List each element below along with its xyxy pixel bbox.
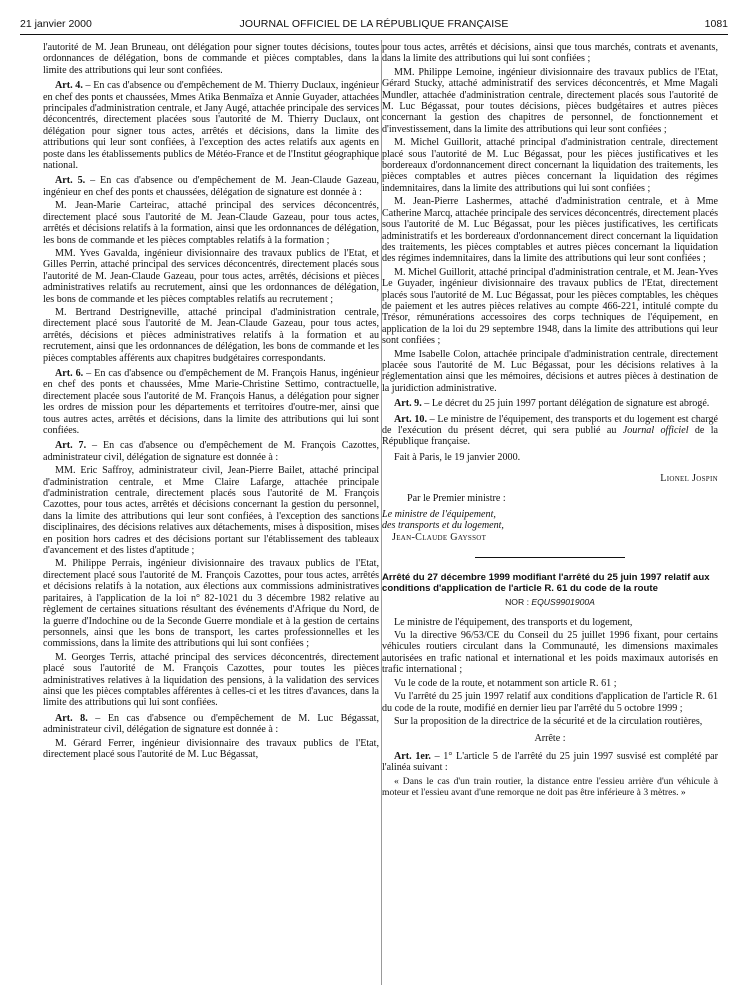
nor-reference: [382, 597, 718, 608]
signatory-name: Lionel Jospin: [660, 473, 718, 485]
header-rule: [20, 34, 728, 35]
minister-title-line2: des transports et du logement,: [382, 520, 504, 532]
article-1: [382, 751, 718, 774]
paragraph: M. Michel Guillorit, attaché principal d'administration centrale, et M. Jean-Yves Le Guyader, ingénieur divisionnaire des travaux publics de l'Etat, directement placés sous l'autorité de M. Luc Bégassat, pour les pièces comptables, les chèques de paiement et les autres pièces relatives au compte 466-221, intitulé compte du Trésor, rémunérations accessoires des corps techniques de l'équipement, en application de la loi du 29 septembre 1948, dans la limite des attributions qui leur sont confiées ;: [382, 266, 718, 347]
decree-title: Arrêté du 27 décembre 1999 modifiant l'arrêté du 25 juin 1997 relatif aux conditions d'application de l'article R. 61 du code de la route: [382, 572, 710, 595]
article-label: Art. 7.: [55, 440, 87, 452]
paragraph: M. Jean-Marie Carteirac, attaché principal des services déconcentrés, directement placé sous l'autorité de M. Jean-Claude Gazeau, pour tous actes, arrêtés et décisions relatifs à la formation, ainsi que les ordonnances de délégation, les bons de commande et les pièces comptables relatifs à la formation ;: [43, 200, 379, 246]
header-journal-title: JOURNAL OFFICIEL DE LA RÉPUBLIQUE FRANÇAISE: [239, 18, 509, 30]
article-9: [382, 398, 718, 409]
article-text: – En cas d'absence ou d'empêchement de M. François Hanus, ingénieur en chef des ponts et chaussées, Mme Marie-Christine Settimo, contractuelle, directement placée sous l'autorité de M. François Hanus, a délégation pour signer les ordres de mission pour les départements et territoires d'outre-mer, ainsi que tous autres actes, arrêtés et décisions, dans la limite des attributions qui lui sont confiées.: [43, 367, 379, 436]
arrete-heading: Arrête :: [534, 733, 566, 745]
paragraph: l'autorité de M. Jean Bruneau, ont délégation pour signer toutes décisions, toutes ordonnances de délégation, bons de commande et pièces comptables, dans la limite des attributions qui leur sont confiées.: [43, 42, 379, 76]
paragraph: M. Bertrand Destrigneville, attaché principal d'administration centrale, directement placé sous l'autorité de M. Jean-Claude Gazeau, pour tous actes, arrêtés, décisions et pièces administratives relatifs à la formation et au recrutement, ainsi que les ordonnances de délégation, les bons de commande et les pièces comptables afférents aux chapitres budgétaires correspondants.: [43, 306, 379, 364]
article-text: – Le décret du 25 juin 1997 portant délégation de signature est abrogé.: [421, 398, 710, 410]
paragraph: M. Philippe Perrais, ingénieur divisionnaire des travaux publics de l'Etat, directement placé sous l'autorité de M. François Cazottes, pour tous actes, arrêtés et décisions relatifs à la notation, aux élections aux commissions administratives paritaires, à l'application de la loi n° 82-1021 du 3 décembre 1982 relative au règlement de certaines situations résultant des événements d'Afrique du Nord, de la guerre d'Indochine ou de la Seconde Guerre mondiale et à la gestion de certains personnels, ainsi que les bons de transport, les cartes professionnelles et les commissions, dans la limite des attributions qui lui sont confiées ;: [43, 558, 379, 650]
journal-name: Journal officiel: [622, 425, 689, 436]
paragraph: M. Gérard Ferrer, ingénieur divisionnaire des travaux publics de l'Etat, directement placé sous l'autorité de M. Luc Bégassat,: [43, 737, 379, 760]
article-text: de la République française.: [382, 425, 719, 448]
paragraph: Vu l'arrêté du 25 juin 1997 relatif aux conditions d'application de l'article R. 61 du code de la route, modifié en dernier lieu par l'arrêté du 5 octobre 1999 ;: [382, 691, 718, 714]
article-text: – Le ministre de l'équipement, des transports et du logement est chargé de l'exécution du présent décret, qui sera publié au: [382, 413, 718, 436]
premier-ministre-line: Par le Premier ministre :: [407, 492, 506, 504]
article-label: Art. 8.: [55, 712, 88, 724]
article-7: [43, 440, 379, 463]
article-label: Art. 5.: [55, 175, 86, 187]
article-8: [43, 713, 379, 736]
page-header: [20, 18, 728, 34]
minister-title-line1: Le ministre de l'équipement,: [382, 509, 496, 521]
header-page-number: 1081: [704, 18, 728, 30]
paragraph: pour tous actes, arrêtés et décisions, ainsi que tous marchés, contrats et avenants, dans la limite des attributions qui lui sont confiées ;: [382, 42, 718, 65]
place-date: Fait à Paris, le 19 janvier 2000.: [394, 451, 521, 463]
paragraph: M. Michel Guillorit, attaché principal d'administration centrale, directement placé sous l'autorité de M. Luc Bégassat, pour les pièces justificatives et les bordereaux d'ordonnancement direct concernant la liquidation des traitements, les pièces comptables et autres pièces concernant la liquidation des régimes indemnitaires, dans la limite des attributions qui lui sont confiées ;: [382, 137, 718, 194]
paragraph: MM. Yves Gavalda, ingénieur divisionnaire des travaux publics de l'Etat, et Gilles Perrin, attaché principal des services déconcentrés, directement placés sous l'autorité de M. Jean-Claude Gazeau, pour tous actes, arrêtés, décisions et pièces administratives relatifs au recrutement, ainsi que les ordonnances de délégation, les bons de commande et les pièces comptables relatifs au recrutement ;: [43, 247, 379, 305]
minister-name: Jean-Claude Gayssot: [392, 531, 487, 543]
paragraph: Vu le code de la route, et notamment son article R. 61 ;: [394, 677, 617, 689]
article-label: Art. 4.: [55, 80, 83, 92]
article-5: [43, 175, 379, 198]
right-column: [382, 42, 718, 800]
article-6: [43, 368, 379, 436]
article-text: – 1° L'article 5 de l'arrêté du 25 juin 1997 susvisé est complété par l'alinéa suivant :: [382, 750, 719, 774]
header-date: 21 janvier 2000: [20, 18, 92, 30]
paragraph: MM. Eric Saffroy, administrateur civil, Jean-Pierre Bailet, attaché principal d'administration centrale, et Mme Claire Lafarge, attachée principale d'administration centrale, directement placés sous l'autorité de M. François Cazottes, pour tous actes, arrêtés et décisions concernant la gestion du personnel, dans la limite des attributions qui leur sont confiées, à l'exception des sanctions disciplinaires, des décisions relatives aux détachements, mises à disposition, mises en position hors cadres et des décisions portant sur l'établissement des tableaux d'avancement et des listes d'aptitude ;: [43, 465, 379, 557]
article-text: – En cas d'absence ou d'empêchement de M. François Cazottes, administrateur civil, délégation de signature est donnée à :: [43, 440, 380, 463]
nor-code: EQUS9901900A: [531, 597, 595, 608]
article-text: – En cas d'absence ou d'empêchement de M. Luc Bégassat, administrateur civil, délégation de signature est donnée à :: [43, 712, 379, 736]
paragraph: Mme Isabelle Colon, attachée principale d'administration centrale, directement placée sous l'autorité de M. Luc Bégassat, pour les décisions relatives à la réglementation ainsi que les mémoires, décisions et autres pièces à destination de la juridiction administrative.: [382, 348, 718, 394]
paragraph: M. Georges Terris, attaché principal des services déconcentrés, directement placé sous l'autorité de M. François Cazottes, pour toutes les pièces administratives relatives à la liquidation des pensions, à la validation des services ainsi que les pièces comptables afférentes à celles-ci et les titres d'avances, dans la limite des attributions qui lui sont confiées.: [43, 651, 379, 709]
paragraph: Le ministre de l'équipement, des transports et du logement,: [394, 616, 633, 628]
paragraph: Sur la proposition de la directrice de la sécurité et de la circulation routières,: [394, 715, 703, 727]
article-label: Art. 1er.: [394, 750, 431, 762]
article-label: Art. 6.: [55, 367, 84, 379]
left-column: [43, 42, 379, 762]
article-text: – En cas d'absence ou d'empêchement de M. Thierry Duclaux, ingénieur en chef des ponts et chaussées, Mmes Atika Benmaïza et Annie Guyader, attachées principales d'administration centrale, et Jany Augé, attachée principale des services déconcentrés, directement placées sous l'autorité de M. Thierry Duclaux, ont délégation pour signer tous actes, arrêtés et décisions, dans la limite des attributions qui leur sont confiées, à l'exception des actes relatifs aux agents en poste dans les établissements publics de Météo-France et de l'Institut géographique national.: [43, 80, 380, 172]
paragraph: M. Jean-Pierre Lashermes, attaché d'administration centrale, et à Mme Catherine Marcq, attachée principale des services déconcentrés, directement placés sous l'autorité de M. Luc Bégassat, pour les pièces justificatives, les certificats administratifs et les bordereaux d'ordonnancement direct concernant la liquidation des traitements, les pièces comptables et autres pièces concernant la liquidation des régimes indemnitaires, dans la limite des attributions qui leur sont confiées ;: [382, 196, 718, 265]
article-label: Art. 9.: [394, 398, 422, 410]
paragraph: Vu la directive 96/53/CE du Conseil du 25 juillet 1996 fixant, pour certains véhicules routiers circulant dans la Communauté, les dimensions maximales autorisées en trafic national et international et les poids maximaux autorisés en trafic international ;: [382, 630, 718, 676]
article-10: [382, 414, 718, 448]
quoted-paragraph: « Dans le cas d'un train routier, la distance entre l'essieu arrière d'un véhicule à moteur et l'essieu avant d'une remorque ne doit pas être inférieure à 3 mètres. »: [382, 775, 718, 798]
paragraph: MM. Philippe Lemoine, ingénieur divisionnaire des travaux publics de l'Etat, Gérard Stucky, attaché administratif des services déconcentrés, et Mme Magali Mundler, attachée d'administration centrale, directement placés sous l'autorité de M. Luc Bégassat, pour toutes décisions, pièces budgétaires et autres pièces concernant la gestion des chapitres de personnel, de fonctionnement et d'investissement, dans la limite des attributions qui leur sont confiées ;: [382, 66, 718, 135]
article-4: [43, 80, 379, 171]
nor-label: NOR :: [505, 597, 532, 608]
article-label: Art. 10.: [394, 413, 427, 425]
article-text: – En cas d'absence ou d'empêchement de M. Jean-Claude Gazeau, ingénieur en chef des ponts et chaussées, délégation de signature est donnée à :: [43, 175, 380, 198]
section-rule: [475, 557, 625, 558]
